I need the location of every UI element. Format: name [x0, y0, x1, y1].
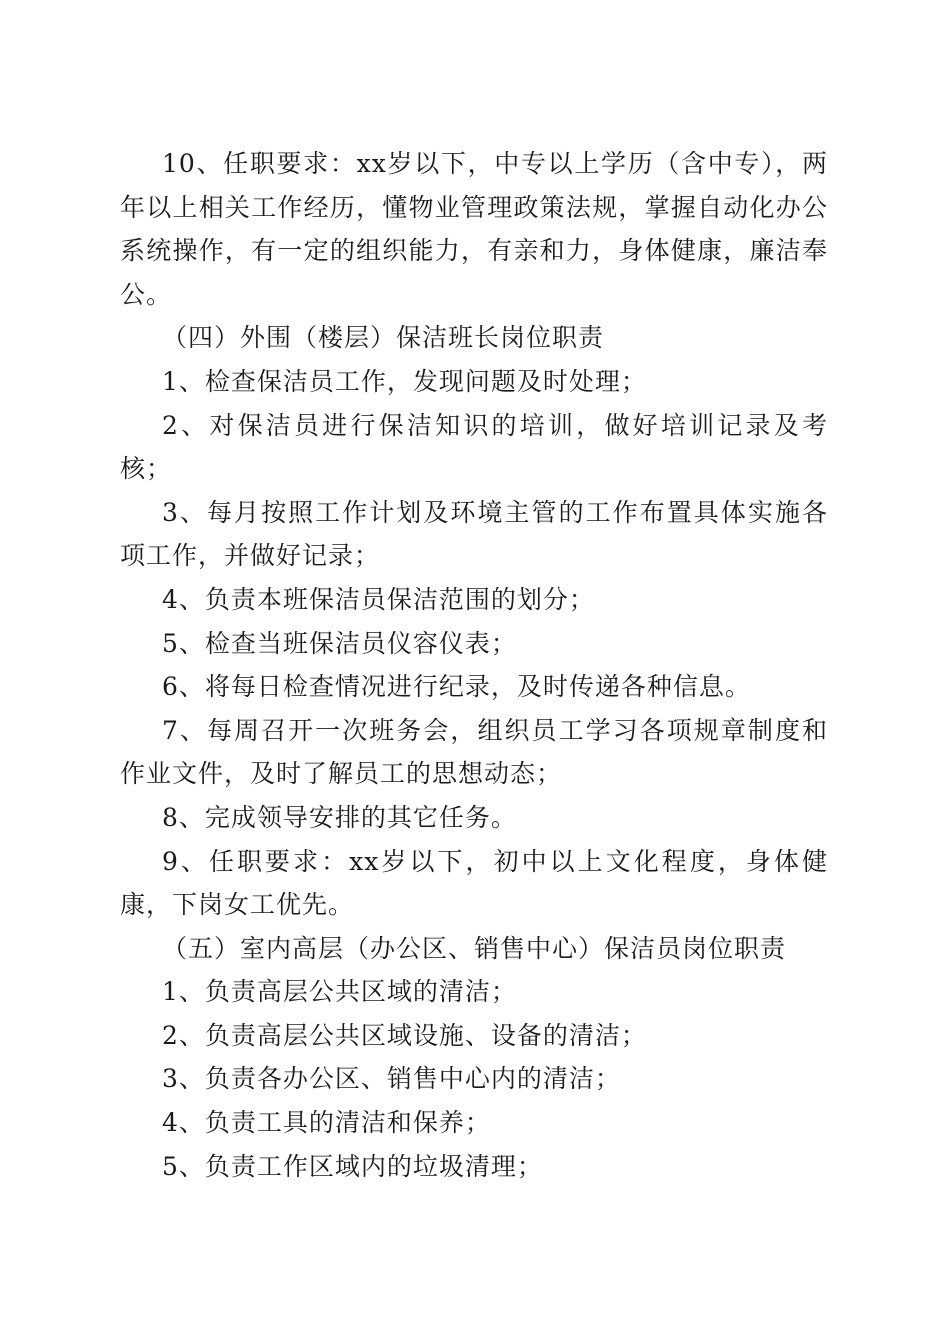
list-item: 1、负责高层公共区域的清洁； [162, 977, 517, 1007]
paragraph-requirements-10: 10、任职要求：xx岁以下，中专以上学历（含中专），两年以上相关工作经历，懂物业管理政策法规，掌握自动化办公系统操作，有一定的组织能力，有亲和力，身体健康，廉洁奉公。 [120, 149, 828, 309]
list-item: 1、检查保洁员工作，发现问题及时处理； [162, 366, 647, 396]
list-item: 9、任职要求：xx岁以下，初中以上文化程度，身体健康，下岗女工优先。 [120, 846, 828, 920]
list-item: 2、对保洁员进行保洁知识的培训，做好培训记录及考核； [120, 410, 828, 484]
section-heading-4: （四）外围（楼层）保洁班长岗位职责 [162, 323, 605, 353]
section-heading-5: （五）室内高层（办公区、销售中心）保洁员岗位职责 [162, 933, 787, 963]
list-item: 5、检查当班保洁员仪容仪表； [162, 628, 517, 658]
list-item: 4、负责工具的清洁和保养； [162, 1108, 491, 1138]
list-item: 4、负责本班保洁员保洁范围的划分； [162, 584, 595, 614]
document-page [120, 142, 828, 1188]
list-item: 2、负责高层公共区域设施、设备的清洁； [162, 1020, 647, 1050]
list-item: 8、完成领导安排的其它任务。 [162, 802, 517, 832]
list-item: 5、负责工作区域内的垃圾清理； [162, 1151, 543, 1181]
list-item: 3、每月按照工作计划及环境主管的工作布置具体实施各项工作，并做好记录； [120, 497, 828, 571]
list-item: 6、将每日检查情况进行纪录，及时传递各种信息。 [162, 672, 751, 702]
list-item: 3、负责各办公区、销售中心内的清洁； [162, 1064, 621, 1094]
list-item: 7、每周召开一次班务会，组织员工学习各项规章制度和作业文件，及时了解员工的思想动态； [120, 715, 828, 789]
